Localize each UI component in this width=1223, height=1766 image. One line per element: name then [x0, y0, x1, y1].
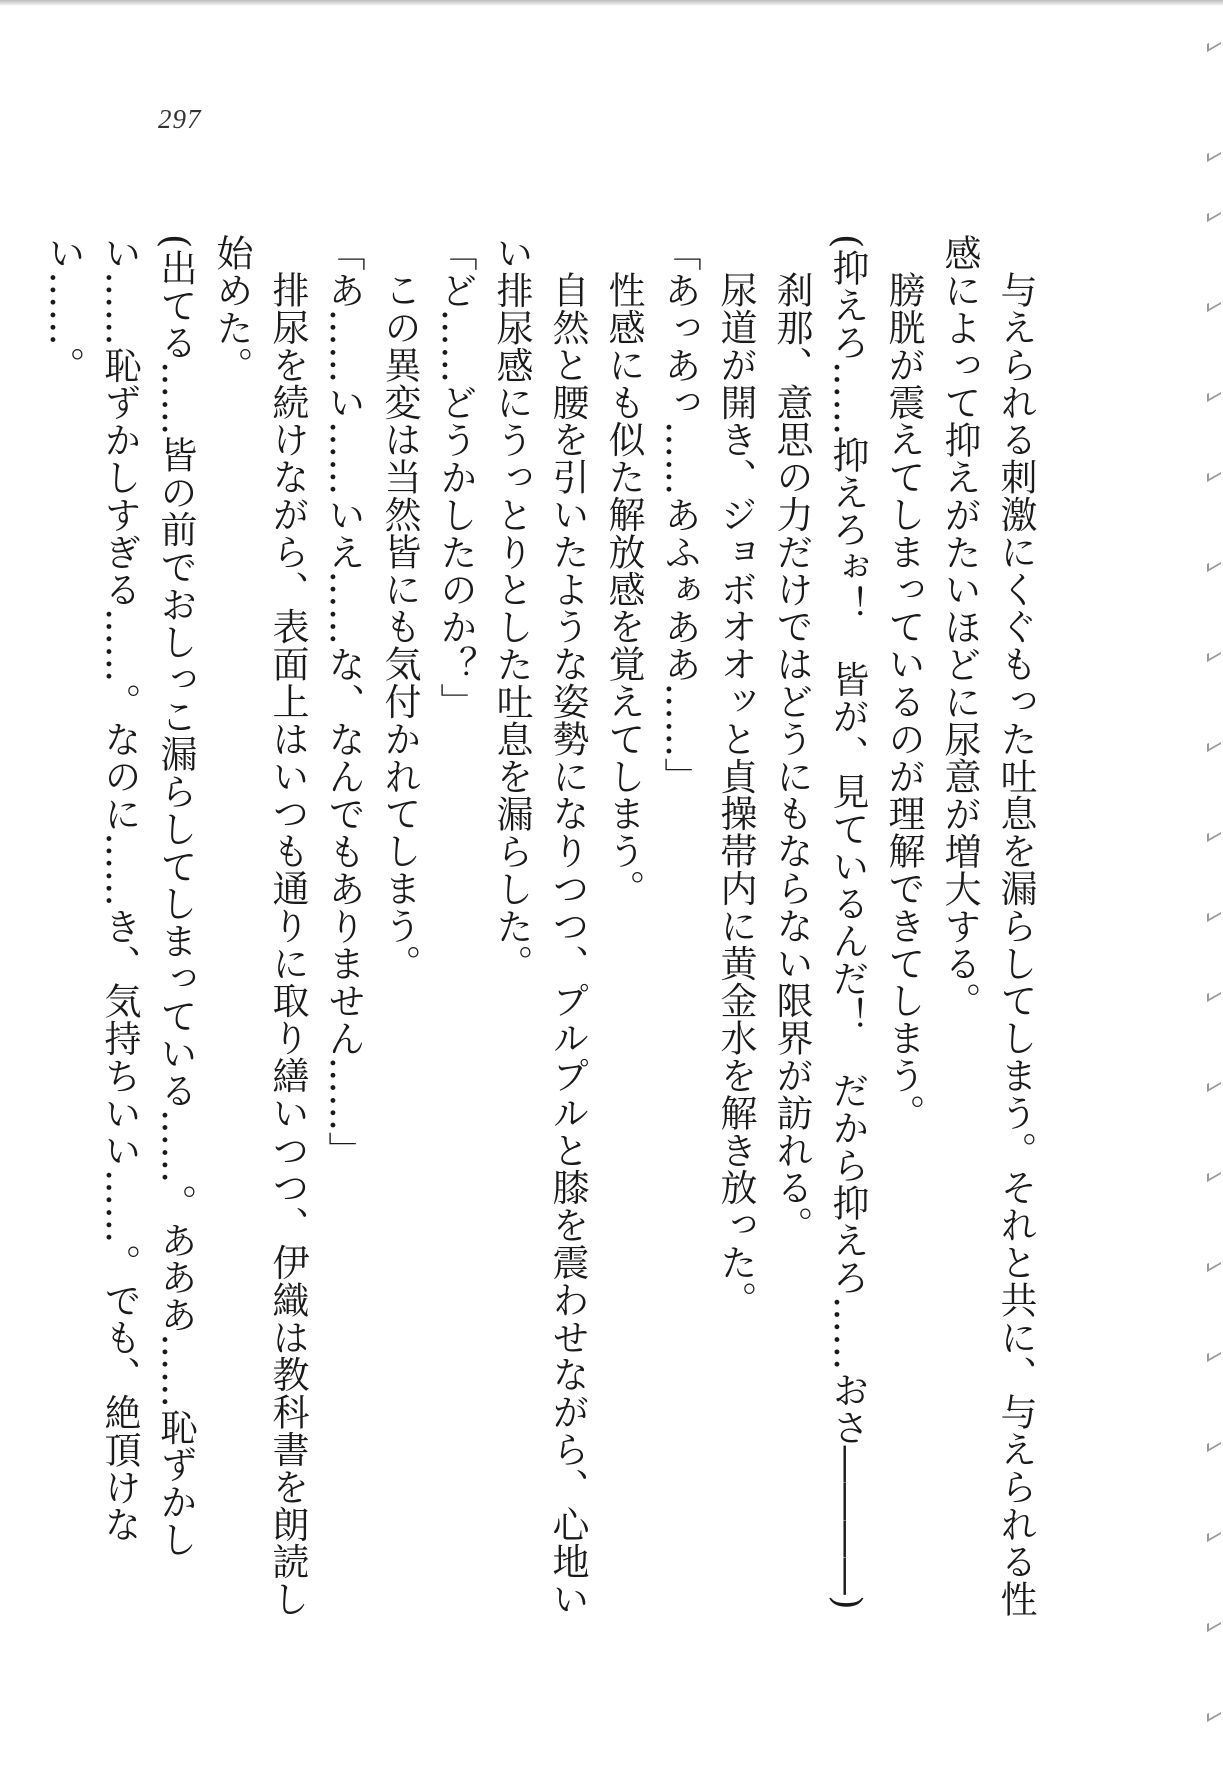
page-edge-marks	[1203, 0, 1223, 1766]
edge-mark	[1207, 1526, 1221, 1542]
edge-mark	[1207, 1436, 1221, 1452]
paragraph: 「ど……どうかしたのか？」	[434, 234, 477, 721]
edge-mark	[1207, 556, 1221, 572]
paragraph: 自然と腰を引いたような姿勢になりつつ、プルプルと膝を震わせながら、心地いい排尿感にうっとりとした吐息を漏らした。	[490, 234, 589, 1618]
edge-mark	[1207, 906, 1221, 922]
paragraph: 性感にも似た解放感を覚えてしまう。	[602, 271, 645, 907]
body-text	[42, 234, 1043, 1634]
edge-mark	[1207, 1616, 1221, 1632]
paragraph: 尿道が開き、ジョボオオッと貞操帯内に黄金水を解き放った。	[714, 271, 757, 1319]
edge-mark	[1207, 146, 1221, 162]
page-number: 297	[158, 104, 202, 134]
edge-mark	[1207, 36, 1221, 52]
paragraph: 排尿を続けながら、表面上はいつも通りに取り繕いつつ、伊織は教科書を朗読し始めた。	[210, 234, 309, 1618]
edge-mark	[1207, 296, 1221, 312]
paragraph: 「あっあっ……あふぁああ……」	[658, 234, 701, 795]
edge-mark	[1207, 1166, 1221, 1182]
edge-mark	[1207, 826, 1221, 842]
edge-mark	[1207, 466, 1221, 482]
edge-mark	[1207, 1706, 1221, 1722]
paragraph: この異変は当然皆にも気付かれてしまう。	[378, 271, 421, 982]
paragraph: 刹那、意思の力だけではどうにもならない限界が訪れる。	[770, 271, 813, 1244]
paragraph: 膀胱が震えてしまっているのが理解できてしまう。	[882, 271, 925, 1132]
edge-mark	[1207, 646, 1221, 662]
edge-mark	[1207, 206, 1221, 222]
edge-mark	[1207, 986, 1221, 1002]
edge-mark	[1207, 1256, 1221, 1272]
page-top-edge	[0, 0, 1223, 6]
edge-mark	[1207, 736, 1221, 752]
edge-mark	[1207, 1076, 1221, 1092]
paragraph: 「あ……い……いえ……な、なんでもありません……」	[322, 234, 365, 1169]
paragraph: (抑えろ……抑えろぉ！ 皆が、見ているんだ！ だから抑えろ……おさ――――)	[826, 234, 869, 1611]
edge-mark	[1207, 386, 1221, 402]
edge-mark	[1207, 1346, 1221, 1362]
paragraph: 与えられる刺激にくぐもった吐息を漏らしてしまう。それと共に、与えられる性感によって抑えがたいほどに尿意が増大する。	[938, 234, 1037, 1618]
paragraph: (出てる……皆の前でおしっこ漏らしてしまっている……。あああ……恥ずかしい……恥ずかしすぎる……。なのに……き、気持ちいい……。でも、絶頂けない……。	[42, 234, 197, 1558]
